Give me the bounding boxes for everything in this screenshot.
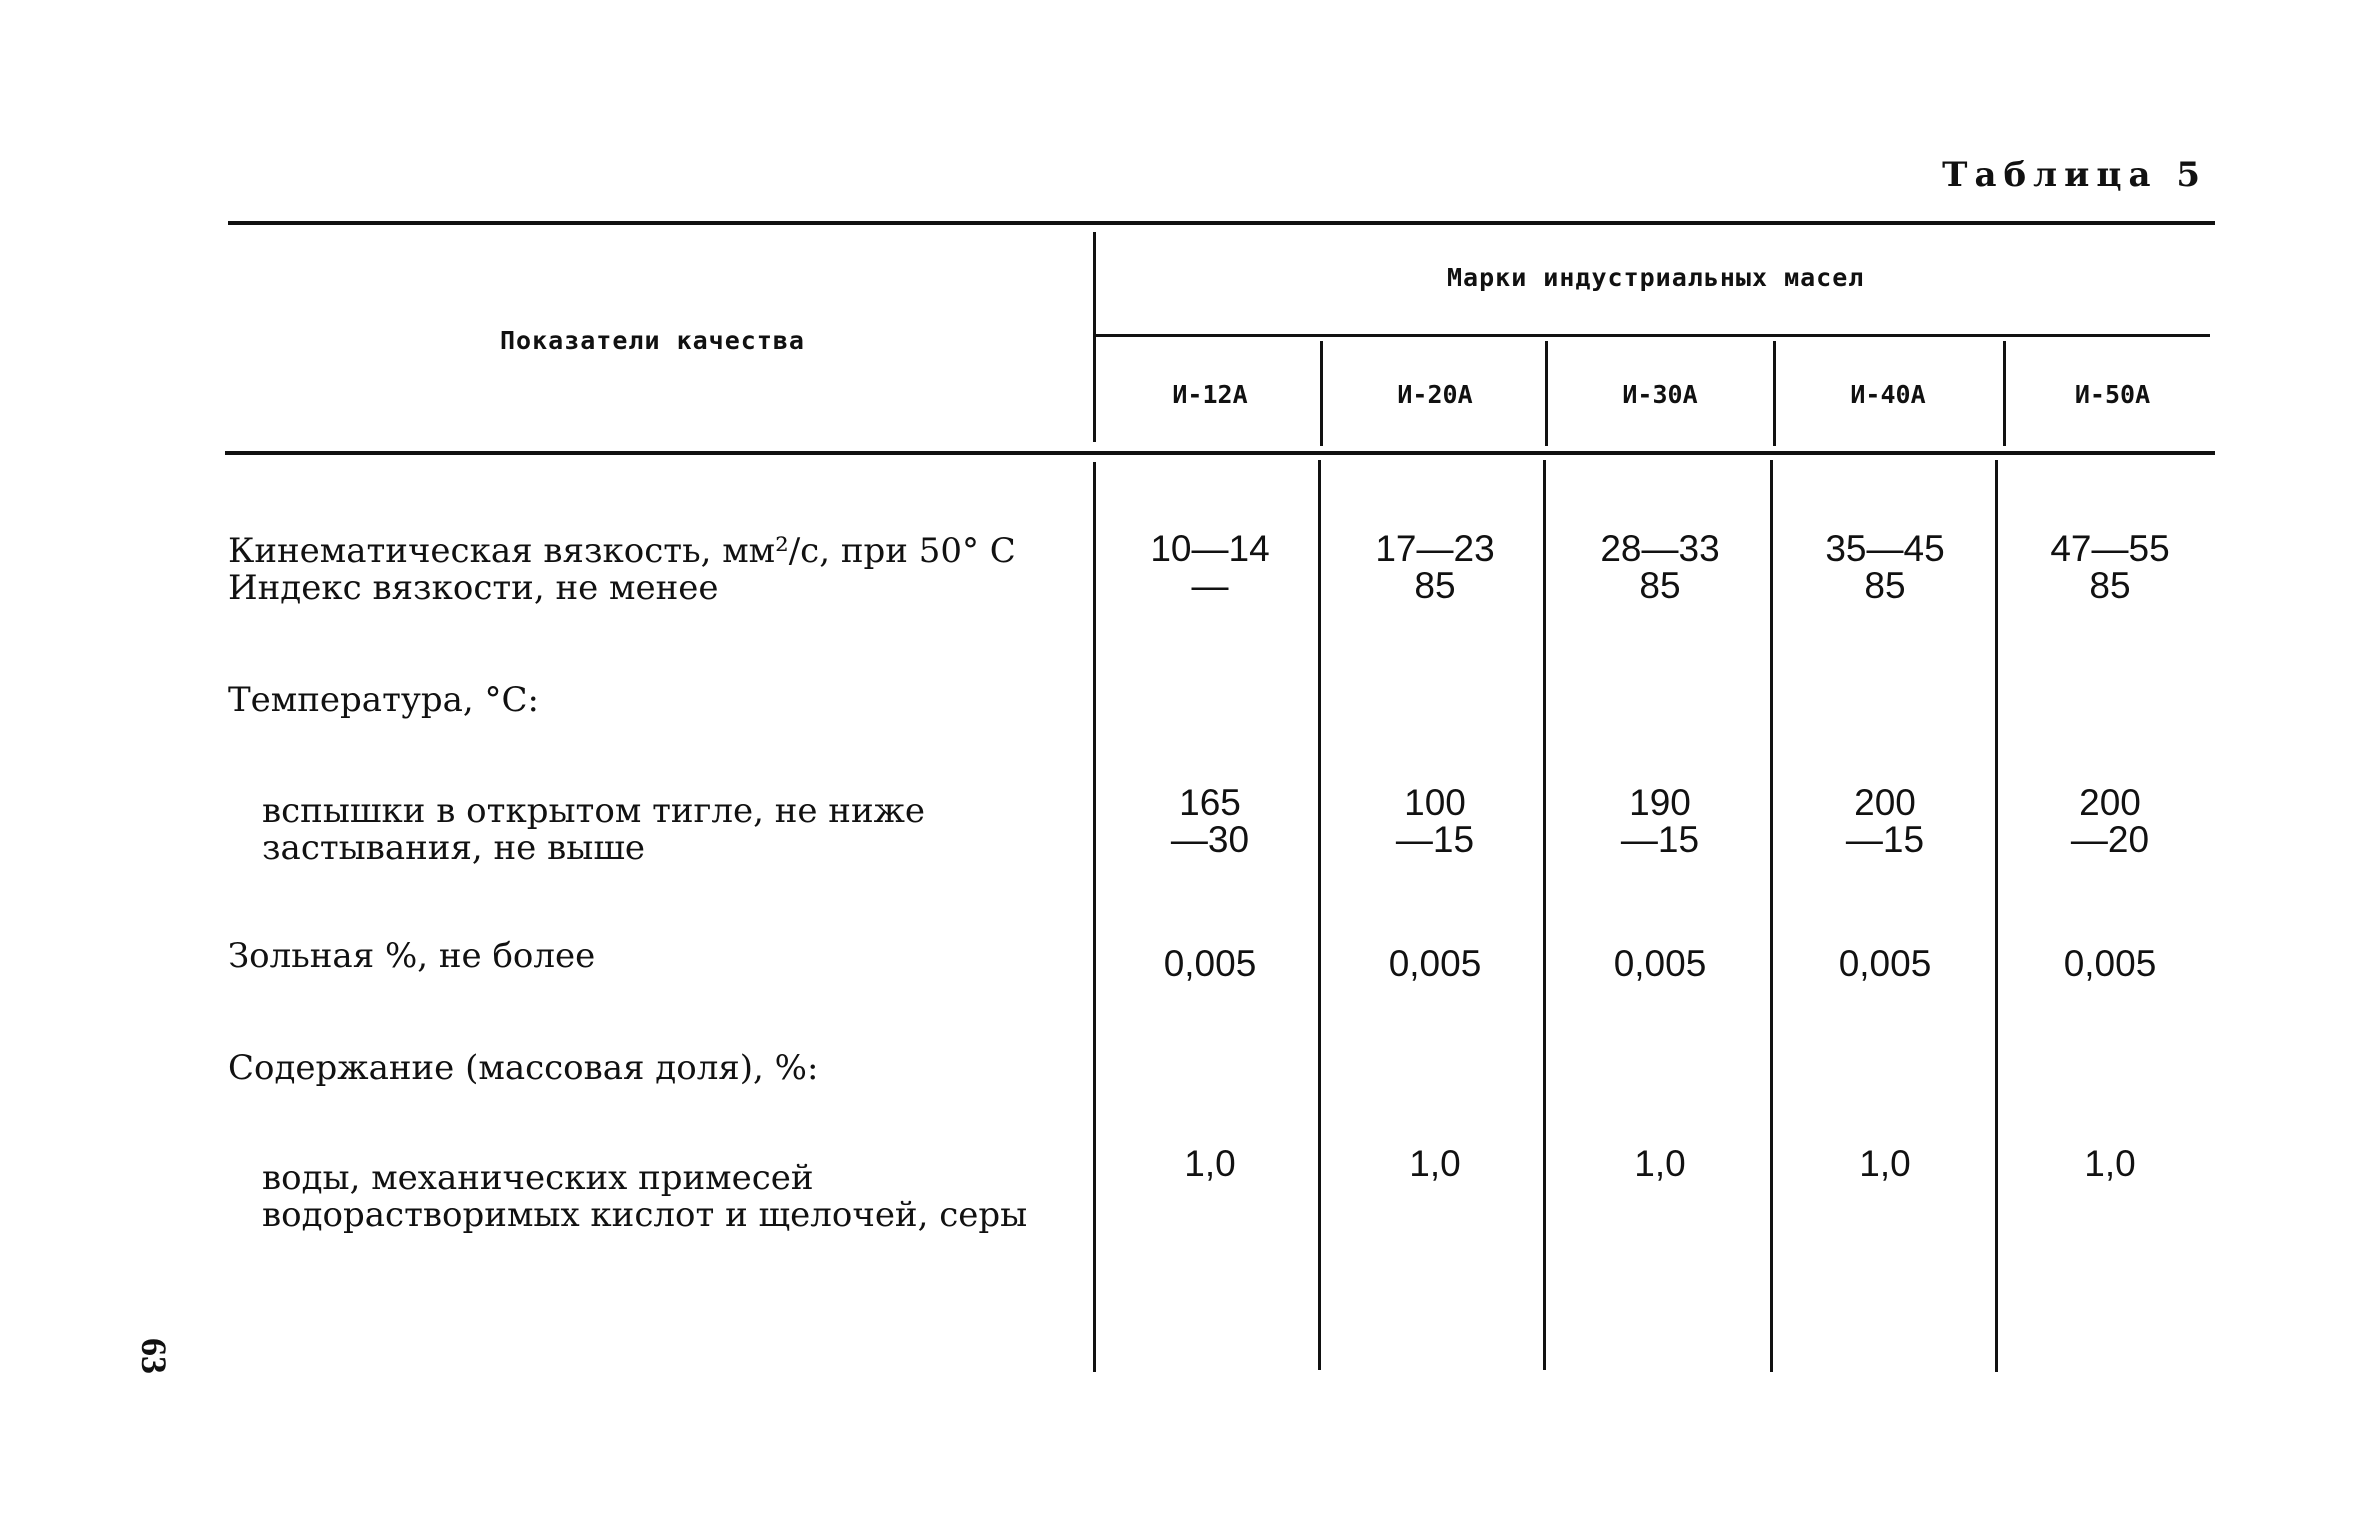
- impurities-i50a: 1,0: [2084, 1143, 2136, 1184]
- header-bottom-rule: [225, 451, 2215, 455]
- top-rule: [228, 221, 2215, 225]
- viscosity-i12a: 10—14: [1150, 528, 1270, 569]
- ash-i40a: 0,005: [1838, 943, 1932, 984]
- column-header-i20a: И-20А: [1397, 380, 1473, 409]
- row-label-pour-point: застывания, не выше: [262, 828, 646, 868]
- column-header-i12a: И-12А: [1172, 380, 1248, 409]
- row-label-viscosity-index: Индекс вязкости, не менее: [228, 568, 719, 608]
- header-divider-col-2: [1545, 341, 1548, 446]
- ash-i20a: 0,005: [1388, 943, 1482, 984]
- flash-point-i40a: 200: [1854, 782, 1916, 823]
- column-header-i30a: И-30А: [1622, 380, 1698, 409]
- index-i40a: 85: [1864, 565, 1906, 606]
- pour-point-i20a: —15: [1395, 819, 1475, 860]
- column-header-i40a: И-40А: [1850, 380, 1926, 409]
- header-divider-col-1: [1320, 341, 1323, 446]
- body-divider-col-3: [1770, 460, 1773, 1372]
- row-label-ash-content: Зольная %, не более: [228, 936, 596, 976]
- impurities-i12a: 1,0: [1184, 1143, 1236, 1184]
- ash-i50a: 0,005: [2063, 943, 2157, 984]
- header-divider-main: [1093, 232, 1096, 442]
- group-header-rule: [1095, 334, 2210, 337]
- pour-point-i30a: —15: [1620, 819, 1700, 860]
- header-divider-col-3: [1773, 341, 1776, 446]
- row-label-acids-alkalis-sulfur: водорастворимых кислот и щелочей, серы: [262, 1195, 1028, 1235]
- row-label-flash-point: вспышки в открытом тигле, не ниже: [262, 791, 925, 831]
- viscosity-i20a: 17—23: [1375, 528, 1495, 569]
- column-header-i50a: И-50А: [2074, 380, 2151, 409]
- body-divider-col-4: [1995, 460, 1998, 1372]
- viscosity-i30a: 28—33: [1600, 528, 1720, 569]
- body-divider-col-2: [1543, 460, 1546, 1370]
- row-label-content: Содержание (массовая доля), %:: [228, 1048, 819, 1088]
- pour-point-i12a: —30: [1170, 819, 1250, 860]
- impurities-i30a: 1,0: [1634, 1143, 1686, 1184]
- ash-i12a: 0,005: [1163, 943, 1257, 984]
- row-label-kinematic-viscosity: Кинематическая вязкость, мм²/с, при 50° С: [228, 531, 1016, 571]
- index-i30a: 85: [1639, 565, 1681, 606]
- body-divider-col-1: [1318, 460, 1321, 1370]
- impurities-i20a: 1,0: [1409, 1143, 1461, 1184]
- flash-point-i50a: 200: [2079, 782, 2141, 823]
- index-i12a: —: [1191, 565, 1229, 606]
- impurities-i40a: 1,0: [1859, 1143, 1911, 1184]
- ash-i30a: 0,005: [1613, 943, 1707, 984]
- group-header: Марки индустриальных масел: [1447, 263, 1865, 292]
- viscosity-i40a: 35—45: [1825, 528, 1945, 569]
- viscosity-i50a: 47—55: [2050, 528, 2170, 569]
- row-header: Показатели качества: [500, 326, 805, 355]
- row-label-water-impurities: воды, механических примесей: [262, 1158, 814, 1198]
- flash-point-i20a: 100: [1404, 782, 1466, 823]
- index-i20a: 85: [1414, 565, 1456, 606]
- index-i50a: 85: [2089, 565, 2131, 606]
- pour-point-i50a: —20: [2070, 819, 2150, 860]
- pour-point-i40a: —15: [1845, 819, 1925, 860]
- row-label-temperature: Температура, °С:: [228, 680, 539, 720]
- flash-point-i12a: 165: [1179, 782, 1241, 823]
- body-divider-main: [1093, 462, 1096, 1372]
- table-caption: Таблица 5: [1942, 155, 2207, 195]
- flash-point-i30a: 190: [1629, 782, 1691, 823]
- page-number: 63: [134, 1338, 174, 1374]
